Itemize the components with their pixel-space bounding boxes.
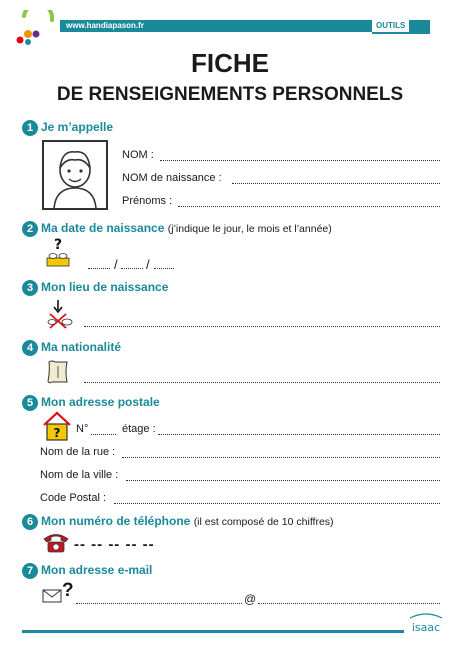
section-2-title-text: Ma date de naissance <box>41 221 165 235</box>
header-tag: OUTILS <box>372 20 409 32</box>
field-nom-input[interactable] <box>160 160 440 161</box>
section-6-title-text: Mon numéro de téléphone <box>41 514 191 528</box>
page-subtitle: DE RENSEIGNEMENTS PERSONNELS <box>56 84 404 105</box>
section-5-number: 5 <box>22 395 38 411</box>
field-label-nom-naissance: NOM de naissance : <box>122 172 222 184</box>
field-label-cp: Code Postal : <box>40 492 107 504</box>
section-6-note: (il est composé de 10 chiffres) <box>193 516 334 528</box>
field-ville-input[interactable] <box>126 480 440 481</box>
svg-text:isaac: isaac <box>411 621 441 634</box>
header-underline <box>372 32 430 34</box>
field-numero-input[interactable] <box>91 434 116 435</box>
field-cp-input[interactable] <box>114 503 440 504</box>
nationality-input[interactable] <box>84 382 440 383</box>
section-7-number: 7 <box>22 563 38 579</box>
birth-place-icon <box>44 298 74 330</box>
field-label-rue: Nom de la rue : <box>40 446 116 458</box>
svg-text:?: ? <box>53 426 61 440</box>
section-4-number: 4 <box>22 340 38 356</box>
field-label-nom: NOM : <box>122 149 154 161</box>
field-label-numero: N° <box>76 423 89 435</box>
house-question-icon <box>42 411 72 441</box>
section-6-title <box>41 514 334 528</box>
section-3-number: 3 <box>22 280 38 296</box>
birth-separator-2: / <box>146 257 150 272</box>
isaac-logo <box>406 612 446 638</box>
email-at-sign: @ <box>244 592 257 606</box>
section-5-title: Mon adresse postale <box>41 395 160 409</box>
email-envelope-icon <box>42 588 62 604</box>
field-nom-naissance-input[interactable] <box>232 183 440 184</box>
page-title: FICHE <box>191 48 269 78</box>
section-2-number: 2 <box>22 221 38 237</box>
section-6-number: 6 <box>22 514 38 530</box>
birth-day-input[interactable] <box>88 268 110 269</box>
section-1-number: 1 <box>22 120 38 136</box>
section-2-title <box>41 221 332 235</box>
svg-text:?: ? <box>53 237 63 253</box>
footer-rule <box>22 630 404 633</box>
field-etage-input[interactable] <box>158 434 440 435</box>
section-2-note: (j’indique le jour, le mois et l’année) <box>167 223 332 235</box>
header-url[interactable]: www.handiapason.fr <box>66 21 144 30</box>
section-7-title: Mon adresse e-mail <box>41 563 153 577</box>
field-label-prenoms: Prénoms : <box>122 195 173 207</box>
field-label-ville: Nom de la ville : <box>40 469 119 481</box>
birth-place-input[interactable] <box>84 326 440 327</box>
birth-month-input[interactable] <box>121 268 143 269</box>
telephone-icon <box>42 532 70 554</box>
birth-question-icon <box>44 236 72 268</box>
section-3-title: Mon lieu de naissance <box>41 280 169 294</box>
birth-year-input[interactable] <box>154 268 174 269</box>
field-label-etage: étage : <box>122 423 156 435</box>
face-portrait-icon <box>42 140 108 210</box>
brand-logo <box>14 10 54 46</box>
section-1-title: Je m’appelle <box>41 120 114 134</box>
field-rue-input[interactable] <box>122 457 440 458</box>
email-question-mark: ? <box>62 580 74 601</box>
section-4-title: Ma nationalité <box>41 340 122 354</box>
email-domain-input[interactable] <box>258 603 440 604</box>
phone-number-dashes[interactable]: -- -- -- -- -- <box>74 536 155 553</box>
email-local-part-input[interactable] <box>76 603 242 604</box>
document-scroll-icon <box>46 359 70 385</box>
field-prenoms-input[interactable] <box>178 206 440 207</box>
birth-separator-1: / <box>114 257 118 272</box>
